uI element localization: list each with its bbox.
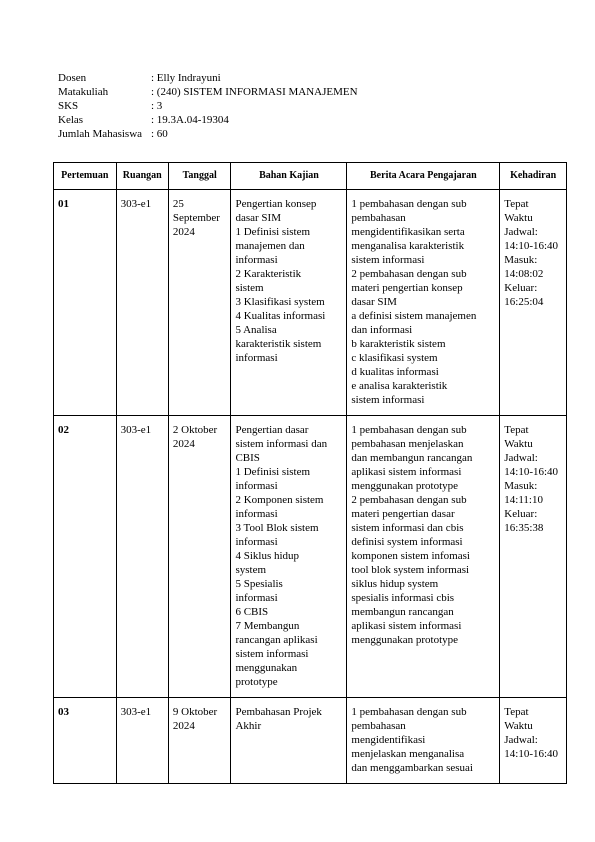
header-kehadiran: Kehadiran — [500, 163, 567, 190]
cell-line: sistem informasi dan cbis — [351, 522, 464, 534]
cell-line: 25 — [172, 198, 184, 210]
cell-line: spesialis informasi cbis — [351, 592, 455, 604]
cell-line: 14:10-16:40 — [504, 466, 559, 478]
cell-line: 6 CBIS — [235, 606, 269, 618]
cell-line: 2 Karakteristik — [235, 268, 302, 280]
cell-line: a definisi sistem manajemen — [351, 310, 477, 322]
cell-line: Pengertian konsep — [235, 198, 317, 210]
cell-line: b karakteristik sistem — [351, 338, 446, 350]
cell-line: definisi system informasi — [351, 536, 463, 548]
cell-line: Jadwal: — [504, 734, 538, 746]
cell-line: aplikasi sistem informasi — [351, 466, 462, 478]
cell-line: Pembahasan Projek — [235, 706, 322, 718]
cell-line: dan menggambarkan sesuai — [351, 762, 473, 774]
cell-line: 14:11:10 — [504, 494, 543, 506]
meta-label: Matakuliah — [58, 86, 109, 98]
cell-line: prototype — [235, 676, 278, 688]
cell-ruangan: 303-e1 — [116, 416, 168, 698]
cell-line: 2 Komponen sistem — [235, 494, 324, 506]
cell-line: dasar SIM — [235, 212, 281, 224]
cell-tanggal — [168, 190, 231, 416]
cell-line: Jadwal: — [504, 452, 538, 464]
cell-line: dan informasi — [351, 324, 413, 336]
cell-line: pembahasan — [351, 212, 406, 224]
meta-row-matakuliah — [58, 85, 358, 99]
cell-line: 1 pembahasan dengan sub — [351, 198, 467, 210]
cell-line: dasar SIM — [351, 296, 397, 308]
table-row — [54, 416, 567, 698]
cell-pertemuan: 01 — [54, 190, 117, 416]
cell-line: c klasifikasi system — [351, 352, 438, 364]
cell-line: manajemen dan — [235, 240, 305, 252]
cell-ruangan: 303-e1 — [116, 190, 168, 416]
cell-line: informasi — [235, 254, 278, 266]
cell-line: menggunakan — [235, 662, 298, 674]
cell-line: informasi — [235, 352, 278, 364]
cell-line: 3 Klasifikasi system — [235, 296, 325, 308]
cell-line: Pengertian dasar — [235, 424, 309, 436]
cell-line: aplikasi sistem informasi — [351, 620, 462, 632]
cell-line: 5 Spesialis — [235, 578, 283, 590]
cell-line: Waktu — [504, 438, 533, 450]
schedule-table — [53, 162, 567, 784]
cell-line: informasi — [235, 592, 278, 604]
header-tanggal: Tanggal — [168, 163, 231, 190]
header-berita-acara: Berita Acara Pengajaran — [347, 163, 500, 190]
meta-value: : 19.3A.04-19304 — [151, 114, 229, 126]
cell-line: 9 Oktober — [172, 706, 218, 718]
table-row — [54, 698, 567, 784]
cell-tanggal — [168, 416, 231, 698]
cell-bahan — [231, 190, 347, 416]
cell-line: 4 Kualitas informasi — [235, 310, 326, 322]
cell-line: Masuk: — [504, 254, 538, 266]
cell-line: informasi — [235, 508, 278, 520]
cell-line: 2024 — [172, 720, 195, 732]
cell-line: informasi — [235, 480, 278, 492]
cell-pertemuan: 03 — [54, 698, 117, 784]
cell-line: dan membangun rancangan — [351, 452, 473, 464]
cell-line: Tepat — [504, 198, 529, 210]
meta-label: Kelas — [58, 114, 84, 126]
meta-label: SKS — [58, 100, 79, 112]
cell-line: siklus hidup system — [351, 578, 439, 590]
course-info — [58, 71, 358, 141]
cell-line: 1 pembahasan dengan sub — [351, 706, 467, 718]
cell-line: 16:25:04 — [504, 296, 544, 308]
meta-row-kelas — [58, 113, 358, 127]
cell-line: system — [235, 564, 267, 576]
cell-line: d kualitas informasi — [351, 366, 439, 378]
cell-line: 5 Analisa — [235, 324, 277, 336]
table-row — [54, 190, 567, 416]
cell-line: tool blok system informasi — [351, 564, 470, 576]
cell-line: menggunakan prototype — [351, 634, 459, 646]
cell-line: sistem informasi — [351, 394, 425, 406]
meta-value: : Elly Indrayuni — [151, 72, 221, 84]
cell-line: 3 Tool Blok sistem — [235, 522, 319, 534]
cell-line: 16:35:38 — [504, 522, 544, 534]
cell-line: komponen sistem infomasi — [351, 550, 470, 562]
cell-line: menjelaskan menganalisa — [351, 748, 465, 760]
cell-line: 1 Definisi sistem — [235, 226, 311, 238]
meta-label: Dosen — [58, 72, 87, 84]
meta-value: : (240) SISTEM INFORMASI MANAJEMEN — [151, 86, 358, 98]
table-header-row — [54, 163, 567, 190]
meta-value: : 60 — [151, 128, 168, 140]
meta-label: Jumlah Mahasiswa — [58, 128, 143, 140]
cell-line: Tepat — [504, 706, 529, 718]
cell-line: mengidentifikasikan serta — [351, 226, 465, 238]
cell-line: September — [172, 212, 220, 224]
cell-line: CBIS — [235, 452, 260, 464]
cell-line: 2 pembahasan dengan sub — [351, 494, 467, 506]
cell-berita — [347, 416, 500, 698]
header-pertemuan: Pertemuan — [54, 163, 117, 190]
cell-kehadiran — [500, 416, 567, 698]
cell-line: pembahasan — [351, 720, 406, 732]
cell-kehadiran — [500, 698, 567, 784]
cell-line: 14:10-16:40 — [504, 240, 559, 252]
cell-line: menggunakan prototype — [351, 480, 459, 492]
cell-berita — [347, 190, 500, 416]
cell-tanggal — [168, 698, 231, 784]
cell-berita — [347, 698, 500, 784]
cell-pertemuan: 02 — [54, 416, 117, 698]
cell-line: 2024 — [172, 438, 195, 450]
cell-line: Waktu — [504, 720, 533, 732]
cell-line: mengidentifikasi — [351, 734, 426, 746]
cell-line: Tepat — [504, 424, 529, 436]
cell-kehadiran — [500, 190, 567, 416]
cell-ruangan: 303-e1 — [116, 698, 168, 784]
cell-line: sistem informasi — [235, 648, 309, 660]
header-bahan-kajian: Bahan Kajian — [231, 163, 347, 190]
cell-line: 2 pembahasan dengan sub — [351, 268, 467, 280]
cell-line: Masuk: — [504, 480, 538, 492]
cell-line: e analisa karakteristik — [351, 380, 448, 392]
cell-line: Waktu — [504, 212, 533, 224]
cell-line: pembahasan menjelaskan — [351, 438, 464, 450]
cell-line: membangun rancangan — [351, 606, 454, 618]
cell-line: 14:08:02 — [504, 268, 544, 280]
meta-row-sks — [58, 99, 358, 113]
cell-line: Jadwal: — [504, 226, 538, 238]
cell-line: sistem — [235, 282, 264, 294]
meta-row-jumlah — [58, 127, 358, 141]
header-ruangan: Ruangan — [116, 163, 168, 190]
cell-bahan — [231, 698, 347, 784]
cell-line: 4 Siklus hidup — [235, 550, 300, 562]
cell-line: Keluar: — [504, 282, 538, 294]
cell-line: 2024 — [172, 226, 195, 238]
cell-line: karakteristik sistem — [235, 338, 322, 350]
cell-line: sistem informasi — [351, 254, 425, 266]
cell-line: 1 Definisi sistem — [235, 466, 311, 478]
cell-line: informasi — [235, 536, 278, 548]
cell-line: materi pengertian konsep — [351, 282, 463, 294]
meta-value: : 3 — [151, 100, 163, 112]
cell-line: rancangan aplikasi — [235, 634, 318, 646]
cell-bahan — [231, 416, 347, 698]
meta-row-dosen — [58, 71, 358, 85]
cell-line: 2 Oktober — [172, 424, 218, 436]
cell-line: Akhir — [235, 720, 262, 732]
cell-line: materi pengertian dasar — [351, 508, 455, 520]
cell-line: sistem informasi dan — [235, 438, 328, 450]
cell-line: 7 Membangun — [235, 620, 300, 632]
table-body — [54, 190, 567, 784]
cell-line: Keluar: — [504, 508, 538, 520]
cell-line: menganalisa karakteristik — [351, 240, 465, 252]
cell-line: 14:10-16:40 — [504, 748, 559, 760]
cell-line: 1 pembahasan dengan sub — [351, 424, 467, 436]
